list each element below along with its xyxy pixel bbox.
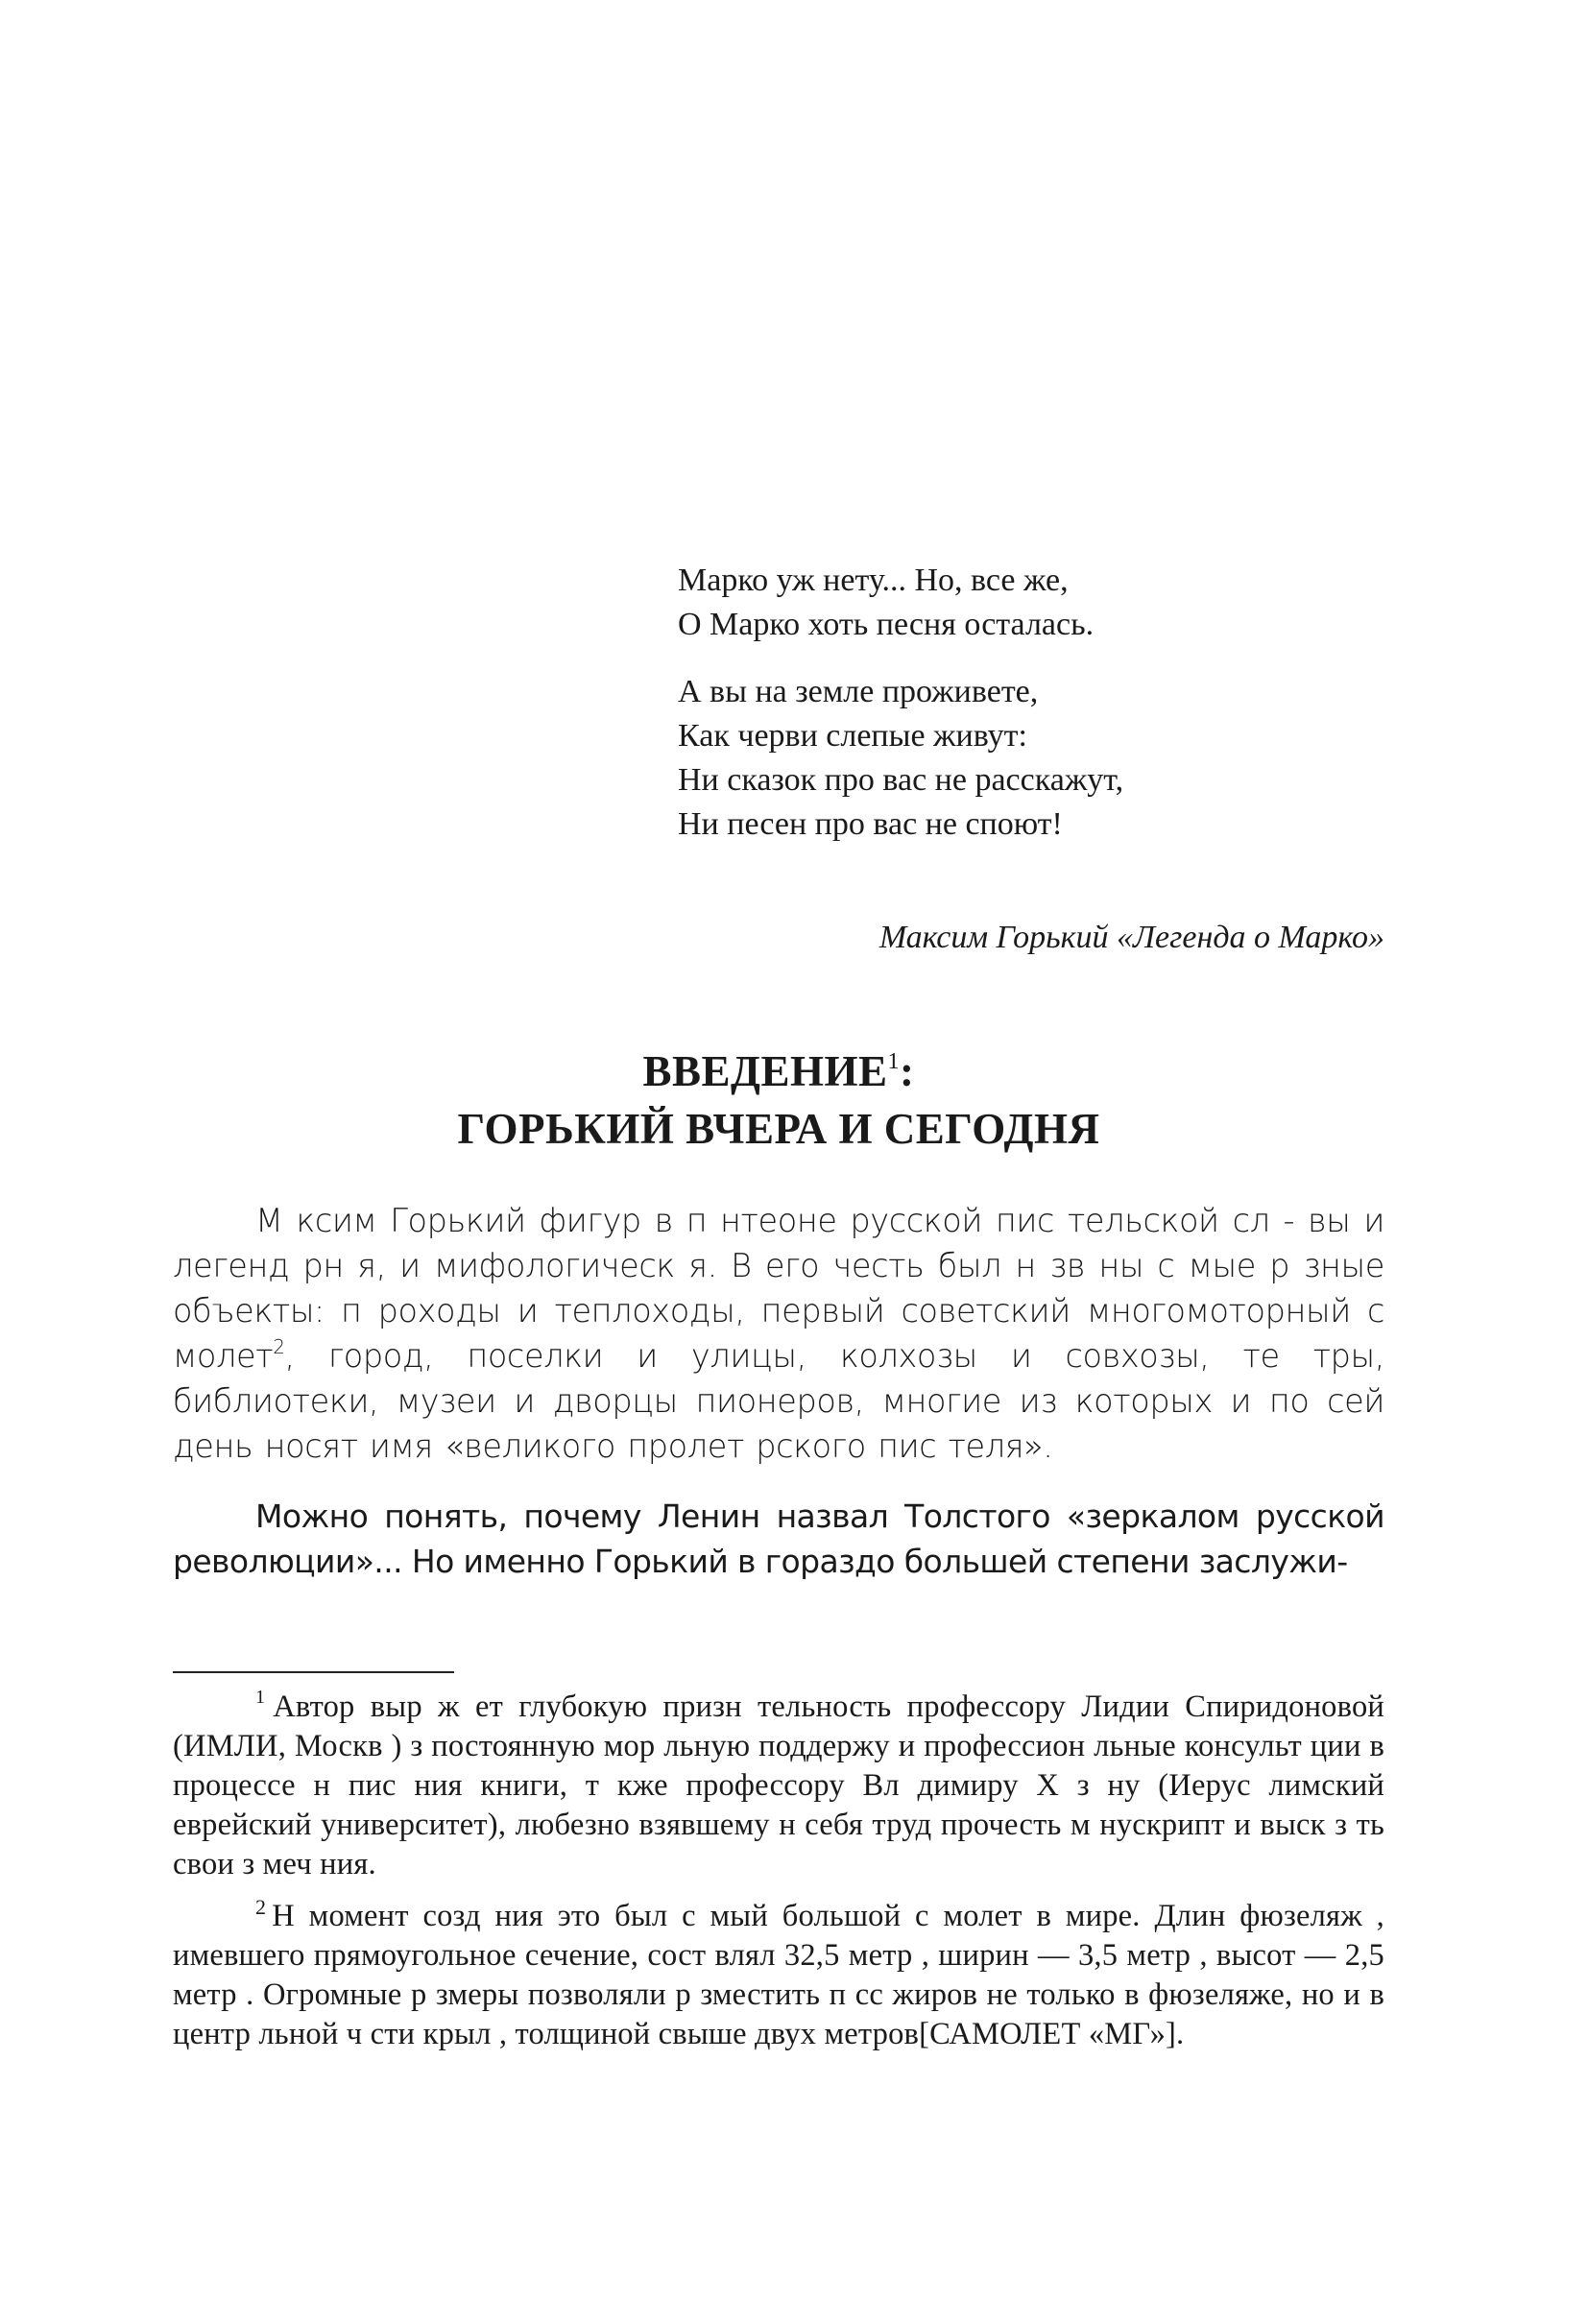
- chapter-title: ВВЕДЕНИЕ: [642, 1047, 888, 1095]
- epigraph-line: Марко уж нету... Но, все же,: [678, 563, 1069, 598]
- footnote-ref: 1: [887, 1049, 901, 1074]
- epigraph-attribution: Максим Горький «Легенда о Марко»: [878, 920, 1384, 955]
- paragraph: Можно понять, почему Ленин назвал Толстого «зеркалом русской революции»... Но именно Горький в гораздо большей степени заслужи-: [173, 1497, 1384, 1580]
- footnote-ref: 2: [273, 1335, 285, 1358]
- chapter-subtitle: ГОРЬКИЙ ВЧЕРА И СЕГОДНЯ: [457, 1105, 1100, 1153]
- epigraph-line: А вы на земле проживете,: [678, 674, 1039, 709]
- footnotes: [173, 1688, 1384, 2067]
- footnote-number: 1: [255, 1687, 266, 1708]
- epigraph-line: О Марко хоть песня осталась.: [678, 607, 1095, 642]
- chapter-heading: [173, 1042, 1384, 1158]
- paragraph-text: , город, поселки и улицы, колхозы и совхозы, те тры, библиотеки, музеи и дворцы пионеров, многие из которых и по сей день носят имя «великого пролет рского пис теля».: [173, 1337, 1384, 1465]
- footnote-text: Автор выр ж ет глубокую призн тельность профессору Лидии Спиридоновой (ИМЛИ, Москв ) з постоянную мор льную поддержу и профессион льные консульт ции в процессе н пис ния книги, т кже профессору Вл димиру Х з ну (Иерус лимский еврейский университет), любезно взявшему н себя труд прочесть м нускрипт и выск з ть свои з меч ния.: [173, 1689, 1384, 1881]
- epigraph-stanza: [678, 559, 1388, 647]
- footnote-separator: [173, 1671, 454, 1673]
- heading-colon: :: [900, 1047, 915, 1095]
- epigraph-line: Ни песен про вас не споют!: [678, 806, 1063, 842]
- footnote: [173, 1688, 1384, 1884]
- footnote: [173, 1897, 1384, 2054]
- main-text: [173, 1198, 1384, 1584]
- paragraph-text: М ксим Горький фигур в п нтеоне русской пис тельской сл - вы и легенд рн я, и мифологическ я. В его честь был н зв ны с мые р зные объекты: п роходы и теплоходы, первый советский многомоторный с молет: [173, 1202, 1384, 1375]
- epigraph-line: Как черви слепые живут:: [678, 718, 1027, 754]
- paragraph: [173, 1198, 1384, 1469]
- epigraph-line: Ни сказок про вас не расскажут,: [678, 762, 1124, 798]
- epigraph-stanza: [678, 670, 1388, 847]
- footnote-text: Н момент созд ния это был с мый большой с молет в мире. Длин фюзеляж , имевшего прямоугольное сечение, сост влял 32,5 метр , ширин — 3,5 метр , высот — 2,5 метр . Огромные р змеры позволяли р зместить п сс жиров не только в фюзеляже, но и в центр льной ч сти крыл , толщиной свыше двух метров[САМОЛЕТ «МГ»].: [173, 1899, 1384, 2051]
- epigraph: [678, 559, 1388, 870]
- chapter-heading-line-1: [173, 1042, 1384, 1100]
- footnote-number: 2: [255, 1895, 267, 1919]
